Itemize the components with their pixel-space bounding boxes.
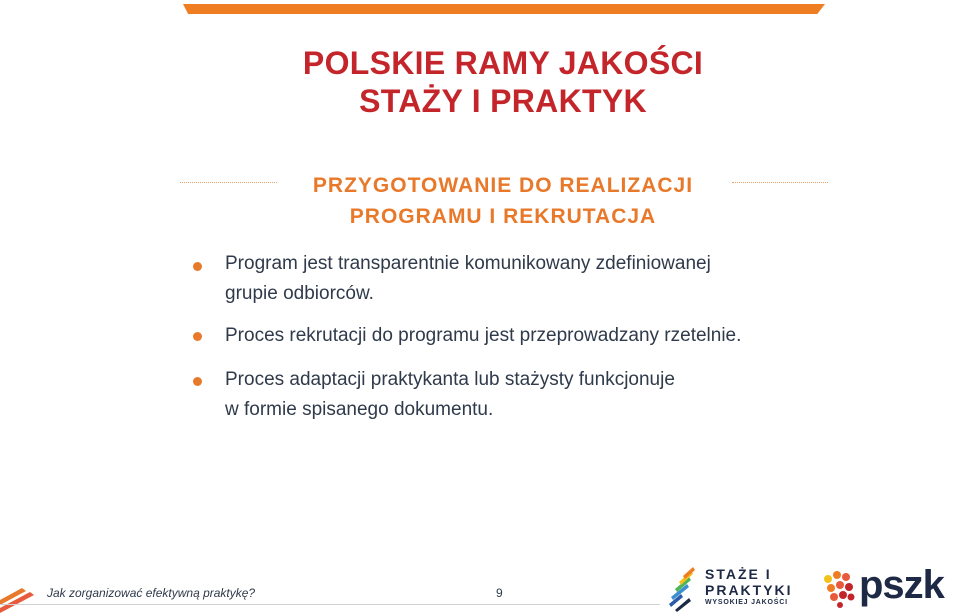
bullet-text-line2: grupie odbiorców. (225, 283, 374, 304)
page-title-line1: POLSKIE RAMY JAKOŚCI (302, 45, 704, 81)
bullet-text-line1: Program jest transparentnie komunikowany zdefiniowanej (225, 253, 711, 274)
section-divider-left (180, 182, 277, 183)
bullet-text-line2: w formie spisanego dokumentu. (225, 399, 494, 420)
bullet-dot-icon (193, 262, 202, 271)
top-accent-bar (183, 4, 825, 14)
staze-logo-line1: STAŻE I (705, 566, 772, 582)
page-title (0, 44, 959, 120)
section-heading-line1: PRZYGOTOWANIE DO REALIZACJI (312, 174, 694, 197)
bullet-dot-icon (193, 332, 202, 341)
bullet-text-line1: Proces rekrutacji do programu jest przeprowadzany rzetelnie. (225, 325, 742, 346)
footer-stripes-graphic (0, 578, 40, 613)
footer-divider (0, 604, 660, 605)
bullet-dot-icon (193, 377, 202, 386)
staze-logo-line2: PRAKTYKI (705, 582, 793, 598)
footer-question: Jak zorganizować efektywną praktykę? (47, 586, 256, 600)
page-title-line2: STAŻY I PRAKTYK (359, 83, 647, 119)
bullet-item (225, 249, 845, 309)
staze-logo-line3: WYSOKIEJ JAKOŚCI (705, 599, 788, 606)
section-heading (280, 170, 726, 232)
bullet-text-line1: Proces adaptacji praktykanta lub stażysty funkcjonuje (225, 369, 675, 390)
pszk-logo-text: pszk (859, 563, 944, 607)
section-heading-line2: PROGRAMU I REKRUTACJA (349, 205, 657, 228)
page-number: 9 (496, 586, 503, 600)
bullet-item (225, 321, 845, 351)
section-divider-right (732, 182, 828, 183)
bullet-item (225, 365, 845, 425)
